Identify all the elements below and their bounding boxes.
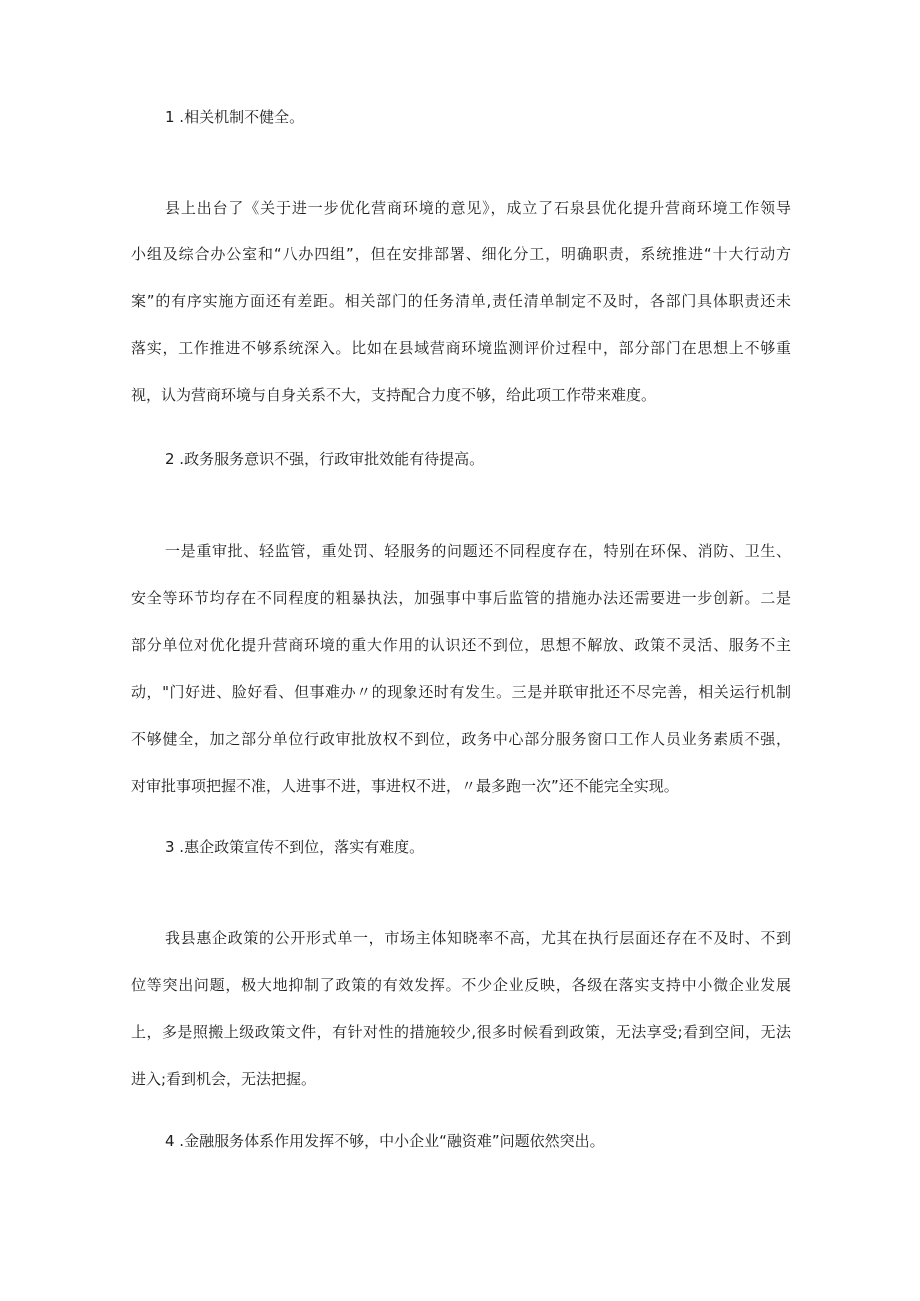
paragraph-line: 县上出台了《关于进一步优化营商环境的意见》，成立了石泉县优化提升营商环境工作领导 (165, 199, 791, 217)
paragraph-line: 视，认为营商环境与自身关系不大，支持配合力度不够，给此项工作带来难度。 (131, 386, 657, 404)
paragraph-line: 对审批事项把握不准，人进事不进，事进权不进，〃最多跑一次”还不能完全实现。 (131, 777, 679, 795)
section-heading: 4 .金融服务体系作用发挥不够，中小企业“融资难”问题依然突出。 (165, 1132, 605, 1150)
paragraph-line: 部分单位对优化提升营商环境的重大作用的认识还不到位，思想不解放、政策不灵活、服务不主 (131, 636, 791, 654)
section-heading: 3 .惠企政策宣传不到位，落实有难度。 (165, 838, 425, 856)
section-heading: 2 .政务服务意识不强，行政审批效能有待提高。 (165, 450, 485, 468)
paragraph-line: 位等突出问题，极大地抑制了政策的有效发挥。不少企业反映，各级在落实支持中小微企业发展 (131, 976, 791, 994)
paragraph-line: 小组及综合办公室和“八办四组”，但在安排部署、细化分工，明确职责，系统推进“十大行动方 (131, 245, 791, 263)
section-heading: 1 .相关机制不健全。 (165, 108, 305, 126)
paragraph-line: 上，多是照搬上级政策文件，有针对性的措施较少,很多时候看到政策，无法享受;看到空间，无法 (131, 1023, 791, 1041)
paragraph-line: 案”的有序实施方面还有差距。相关部门的任务清单,责任清单制定不及时，各部门具体职责还未 (131, 292, 791, 310)
paragraph-line: 进入;看到机会，无法把握。 (131, 1070, 317, 1088)
paragraph-line: 安全等环节均存在不同程度的粗暴执法，加强事中事后监管的措施办法还需要进一步创新。二是 (131, 589, 791, 607)
paragraph-line: 一是重审批、轻监管，重处罚、轻服务的问题还不同程度存在，特别在环保、消防、卫生、 (165, 542, 791, 560)
paragraph-line: 不够健全，加之部分单位行政审批放权不到位，政务中心部分服务窗口工作人员业务素质不强， (131, 730, 791, 748)
paragraph-line: 我县惠企政策的公开形式单一，市场主体知晓率不高，尤其在执行层面还存在不及时、不到 (165, 929, 791, 947)
paragraph-line: 落实，工作推进不够系统深入。比如在县域营商环境监测评价过程中，部分部门在思想上不够重 (131, 339, 791, 357)
paragraph-line: 动，"门好进、脸好看、但事难办〃的现象还时有发生。三是并联审批还不尽完善，相关运行机制 (131, 683, 791, 701)
